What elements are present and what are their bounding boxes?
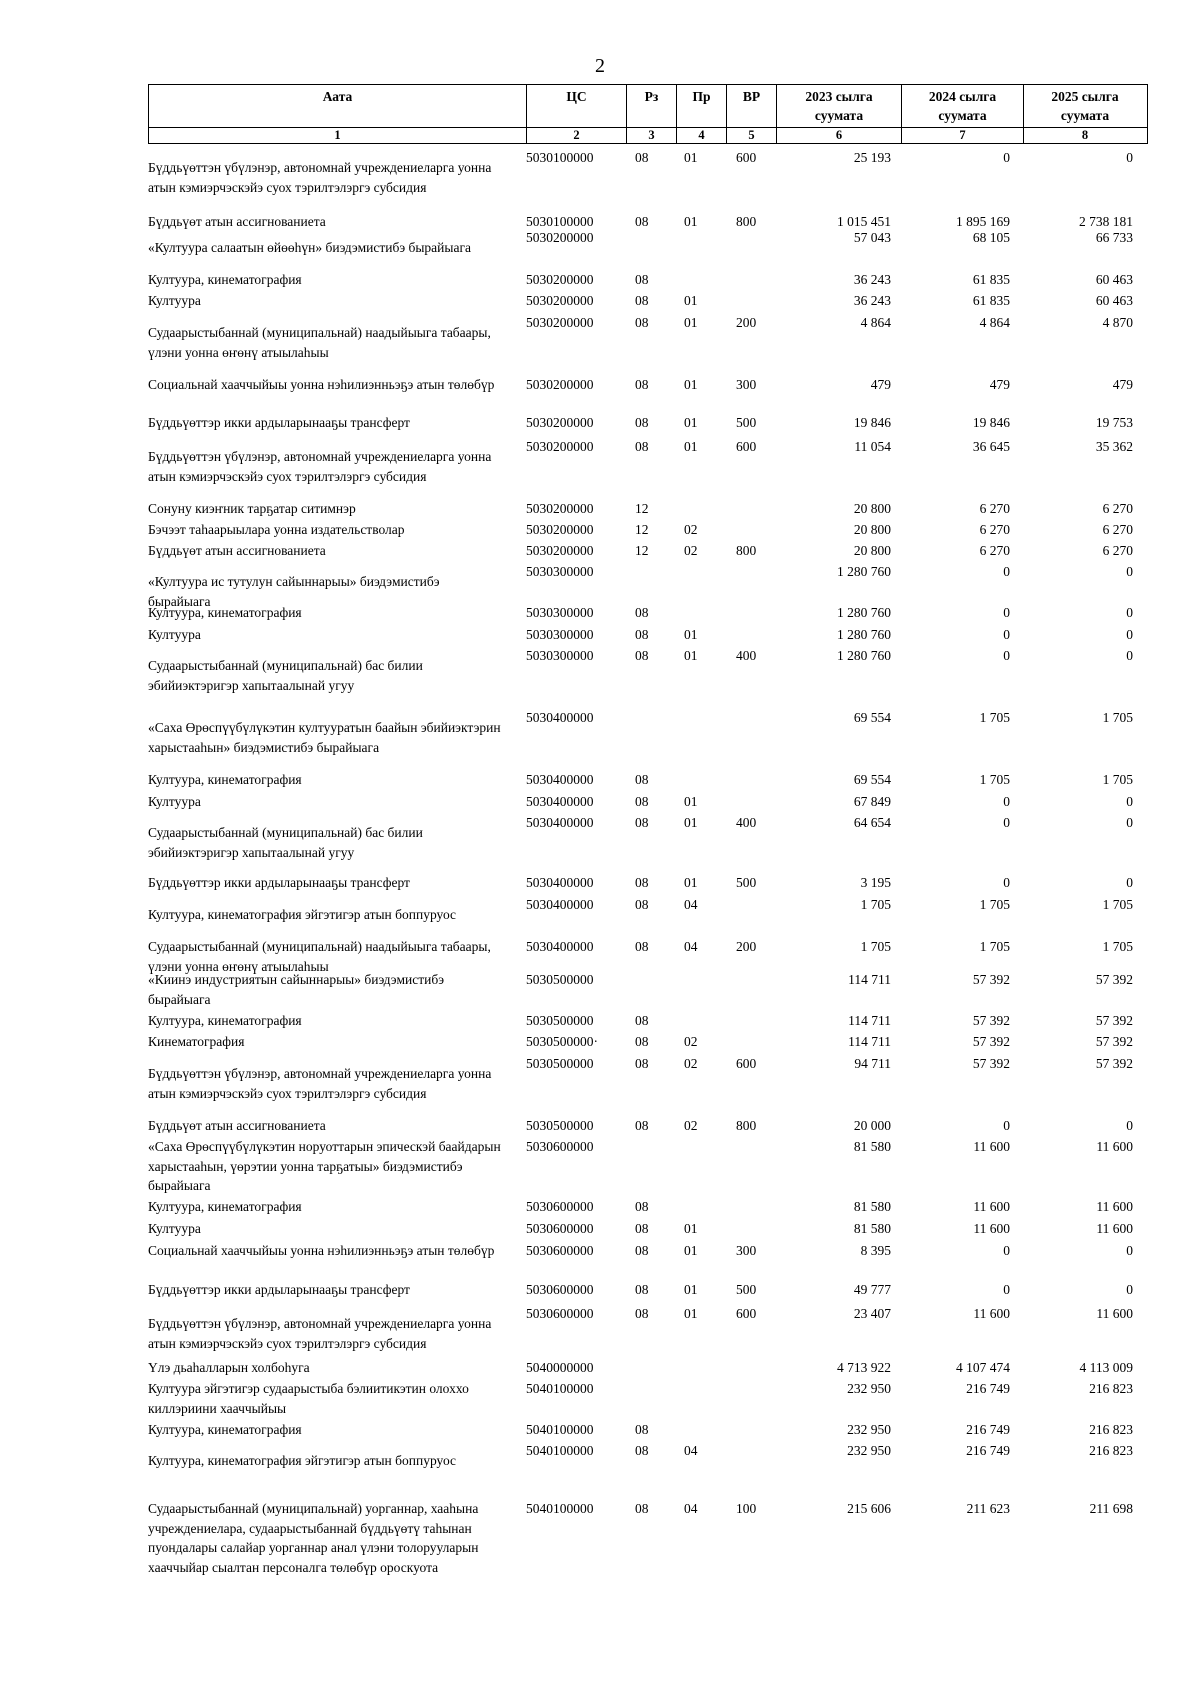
row-pr: 01 — [684, 815, 698, 830]
row-y2024: 57 392 — [972, 1056, 1010, 1071]
row-pr: 01 — [684, 1282, 698, 1297]
row-cs: 5030200000 — [526, 230, 594, 245]
row-cs: 5030600000 — [526, 1243, 594, 1258]
row-y2024: 36 645 — [972, 439, 1010, 454]
row-y2023: 3 195 — [860, 875, 891, 890]
column-number: 5 — [727, 128, 777, 143]
row-rz: 08 — [635, 1243, 649, 1258]
row-name: Бүддьүөт атын ассигнованиета — [148, 543, 326, 558]
row-y2024: 11 600 — [973, 1306, 1010, 1321]
row-y2025: 216 823 — [1089, 1422, 1133, 1437]
row-y2025: 0 — [1126, 1118, 1133, 1133]
row-name: Култуура — [148, 794, 201, 809]
row-name: Социальнай хааччыйыы уонна нэһилиэнньэҕэ атын төлөбүр — [148, 377, 495, 392]
row-name: Бүддьүөт атын ассигнованиета — [148, 214, 326, 229]
row-y2023: 4 713 922 — [837, 1360, 891, 1375]
row-pr: 01 — [684, 794, 698, 809]
row-name: Бүддьүөттэр икки ардыларынааҕы трансферт — [148, 1282, 410, 1297]
row-y2023: 1 705 — [860, 939, 891, 954]
row-name: Судаарыстыбаннай (муниципальнай) бас билии эбийиэктэригэр хапытаалынай угуу — [148, 658, 423, 693]
row-vr: 400 — [736, 648, 757, 663]
row-cs: 5030500000 — [526, 1056, 594, 1071]
row-y2024: 57 392 — [972, 1034, 1010, 1049]
row-y2025: 66 733 — [1095, 230, 1133, 245]
row-rz: 08 — [635, 627, 649, 642]
row-y2023: 81 580 — [853, 1221, 891, 1236]
row-y2024: 6 270 — [979, 501, 1010, 516]
row-rz: 08 — [635, 1199, 649, 1214]
row-y2024: 0 — [1003, 1118, 1010, 1133]
row-y2025: 11 600 — [1096, 1306, 1133, 1321]
row-name: Бүддьүөттэр икки ардыларынааҕы трансферт — [148, 875, 410, 890]
column-number: 1 — [149, 128, 527, 143]
row-y2024: 1 705 — [979, 710, 1010, 725]
row-y2025: 1 705 — [1102, 710, 1133, 725]
row-name: Култуура — [148, 627, 201, 642]
row-y2025: 11 600 — [1096, 1221, 1133, 1236]
row-y2023: 232 950 — [847, 1381, 891, 1396]
row-pr: 01 — [684, 439, 698, 454]
row-y2024: 216 749 — [966, 1422, 1010, 1437]
row-y2023: 114 711 — [848, 1013, 891, 1028]
row-y2023: 69 554 — [853, 772, 891, 787]
row-name: «Саха Өрөспүүбүлүкэтин култууратын баайын эбийиэктэрин харыстааһын» биэдэмистибэ бырайыага — [148, 720, 501, 755]
row-y2023: 69 554 — [853, 710, 891, 725]
row-name: Култуура эйгэтигэр судаарыстыба бэлиитикэтин олоххо киллэриини хааччыйыы — [148, 1381, 469, 1416]
row-cs: 5040100000 — [526, 1443, 594, 1458]
row-y2023: 67 849 — [853, 794, 891, 809]
row-name: «Култуура салаатын өйөөһүн» биэдэмистибэ бырайыага — [148, 240, 471, 255]
row-rz: 08 — [635, 1118, 649, 1133]
row-y2024: 0 — [1003, 605, 1010, 620]
row-y2023: 1 280 760 — [837, 648, 891, 663]
row-pr: 01 — [684, 377, 698, 392]
row-y2025: 0 — [1126, 648, 1133, 663]
row-y2024: 1 705 — [979, 939, 1010, 954]
row-pr: 04 — [684, 939, 698, 954]
row-cs: 5040000000 — [526, 1360, 594, 1375]
row-y2023: 20 800 — [853, 543, 891, 558]
row-vr: 600 — [736, 1306, 757, 1321]
row-rz: 08 — [635, 1443, 649, 1458]
row-cs: 5030400000 — [526, 772, 594, 787]
row-y2023: 94 711 — [854, 1056, 891, 1071]
row-name: Судаарыстыбаннай (муниципальнай) наадыйыыга табаары, үлэни уонна өҥөнү атыылаһыы — [148, 939, 491, 974]
row-y2025: 0 — [1126, 605, 1133, 620]
row-y2025: 57 392 — [1095, 1034, 1133, 1049]
row-cs: 5030400000 — [526, 897, 594, 912]
row-y2025: 4 870 — [1102, 315, 1133, 330]
row-y2024: 4 864 — [979, 315, 1010, 330]
row-y2024: 68 105 — [972, 230, 1010, 245]
row-cs: 5030100000 — [526, 150, 594, 165]
row-name: Бүддьүөттэн үбүлэнэр, автономнай учреждениеларга уонна атын кэмиэрчэскэйэ суох тэрилтэлэргэ субсидия — [148, 1066, 492, 1101]
row-cs: 5030500000 — [526, 1013, 594, 1028]
row-y2025: 57 392 — [1095, 1013, 1133, 1028]
row-rz: 08 — [635, 794, 649, 809]
row-y2023: 215 606 — [847, 1501, 891, 1516]
row-name: Култуура, кинематография — [148, 772, 302, 787]
row-y2025: 60 463 — [1095, 293, 1133, 308]
row-pr: 01 — [684, 627, 698, 642]
row-rz: 08 — [635, 1282, 649, 1297]
row-y2023: 49 777 — [853, 1282, 891, 1297]
row-name: Култуура, кинематография — [148, 1199, 302, 1214]
row-cs: 5030400000 — [526, 939, 594, 954]
row-y2025: 57 392 — [1095, 972, 1133, 987]
row-vr: 300 — [736, 1243, 757, 1258]
column-number: 2 — [527, 128, 627, 143]
row-y2023: 20 800 — [853, 501, 891, 516]
row-y2024: 19 846 — [972, 415, 1010, 430]
row-y2024: 61 835 — [972, 272, 1010, 287]
column-number: 8 — [1081, 128, 1089, 142]
row-y2025: 1 705 — [1102, 772, 1133, 787]
header-2024: 2024 сылга суумата — [902, 85, 1024, 142]
row-rz: 08 — [635, 605, 649, 620]
row-cs: 5030200000 — [526, 439, 594, 454]
row-vr: 600 — [736, 439, 757, 454]
row-y2025: 11 600 — [1096, 1199, 1133, 1214]
row-y2023: 64 654 — [853, 815, 891, 830]
row-name: «Култуура ис тутулун сайыннарыы» биэдэмистибэ бырайыага — [148, 574, 440, 609]
row-y2024: 6 270 — [979, 543, 1010, 558]
header-pr: Пр — [677, 85, 727, 142]
row-cs: 5030400000 — [526, 815, 594, 830]
row-rz: 08 — [635, 1056, 649, 1071]
row-y2024: 4 107 474 — [956, 1360, 1010, 1375]
row-y2023: 1 705 — [860, 897, 891, 912]
row-y2023: 1 280 760 — [837, 627, 891, 642]
row-y2025: 216 823 — [1089, 1443, 1133, 1458]
row-y2025: 6 270 — [1102, 522, 1133, 537]
row-y2024: 479 — [989, 377, 1010, 392]
row-cs: 5040100000 — [526, 1501, 594, 1516]
row-y2023: 114 711 — [848, 972, 891, 987]
row-cs: 5030400000 — [526, 794, 594, 809]
row-vr: 500 — [736, 415, 757, 430]
row-y2025: 19 753 — [1095, 415, 1133, 430]
row-y2025: 11 600 — [1096, 1139, 1133, 1154]
row-cs: 5040100000 — [526, 1381, 594, 1396]
row-pr: 01 — [684, 150, 698, 165]
row-y2025: 57 392 — [1095, 1056, 1133, 1071]
row-rz: 08 — [635, 315, 649, 330]
row-y2025: 479 — [1112, 377, 1133, 392]
row-y2025: 4 113 009 — [1079, 1360, 1133, 1375]
row-vr: 200 — [736, 939, 757, 954]
row-y2023: 23 407 — [853, 1306, 891, 1321]
row-rz: 08 — [635, 815, 649, 830]
row-y2025: 0 — [1126, 1282, 1133, 1297]
row-vr: 800 — [736, 543, 757, 558]
header-2023: 2023 сылга суумата — [777, 85, 902, 142]
row-y2024: 11 600 — [973, 1139, 1010, 1154]
row-y2024: 0 — [1003, 564, 1010, 579]
row-cs: 5030200000 — [526, 501, 594, 516]
row-y2024: 11 600 — [973, 1199, 1010, 1214]
row-cs: 5030600000 — [526, 1282, 594, 1297]
header-cs: ЦС — [527, 85, 627, 142]
row-cs: 5030300000 — [526, 605, 594, 620]
row-pr: 01 — [684, 1243, 698, 1258]
row-pr: 01 — [684, 315, 698, 330]
row-y2023: 479 — [870, 377, 891, 392]
row-y2024: 0 — [1003, 815, 1010, 830]
row-y2025: 2 738 181 — [1079, 214, 1133, 229]
row-y2023: 1 015 451 — [837, 214, 891, 229]
row-pr: 01 — [684, 875, 698, 890]
row-cs: 5030200000 — [526, 293, 594, 308]
row-name: Судаарыстыбаннай (муниципальнай) наадыйыыга табаары, үлэни уонна өҥөнү атыылаһыы — [148, 325, 491, 360]
row-y2025: 0 — [1126, 815, 1133, 830]
row-name: Бэчээт таһаарыылара уонна издательстволар — [148, 522, 405, 537]
row-cs: 5030100000 — [526, 214, 594, 229]
row-name: Култуура, кинематография — [148, 1422, 302, 1437]
row-rz: 12 — [635, 543, 649, 558]
header-name: Аата — [149, 85, 527, 142]
row-rz: 08 — [635, 939, 649, 954]
row-cs: 5030300000 — [526, 627, 594, 642]
table-header — [148, 84, 1148, 144]
row-cs: 5030500000 — [526, 972, 594, 987]
row-rz: 08 — [635, 377, 649, 392]
row-y2025: 0 — [1126, 1243, 1133, 1258]
row-name: Судаарыстыбаннай (муниципальнай) уорганнар, хааһына учреждениелара, судаарыстыбаннай бүддьүөтү таһынан пуондалары салайар уорганнар анал үлэни толорууларын хааччыйар сыалтан персоналга төлөбүр ороскуота — [148, 1501, 479, 1575]
row-name: Култуура, кинематография эйгэтигэр атын боппуруос — [148, 907, 457, 922]
row-rz: 08 — [635, 875, 649, 890]
row-pr: 02 — [684, 1034, 698, 1049]
row-y2024: 0 — [1003, 1282, 1010, 1297]
row-y2024: 216 749 — [966, 1381, 1010, 1396]
row-vr: 200 — [736, 315, 757, 330]
page-number: 2 — [595, 55, 605, 77]
row-y2025: 216 823 — [1089, 1381, 1133, 1396]
row-vr: 300 — [736, 377, 757, 392]
row-cs: 5030200000 — [526, 543, 594, 558]
row-rz: 08 — [635, 150, 649, 165]
row-y2023: 19 846 — [853, 415, 891, 430]
row-y2025: 0 — [1126, 794, 1133, 809]
row-rz: 08 — [635, 1306, 649, 1321]
row-y2023: 57 043 — [853, 230, 891, 245]
row-rz: 12 — [635, 501, 649, 516]
row-cs: 5030200000 — [526, 522, 594, 537]
row-cs: 5030500000· — [526, 1034, 598, 1049]
row-name: Кинематография — [148, 1034, 245, 1049]
row-name: «Киинэ индустриятын сайыннарыы» биэдэмистибэ бырайыага — [148, 972, 444, 1007]
row-y2024: 6 270 — [979, 522, 1010, 537]
row-y2024: 57 392 — [972, 1013, 1010, 1028]
row-pr: 04 — [684, 1443, 698, 1458]
row-y2025: 1 705 — [1102, 939, 1133, 954]
column-number: 6 — [777, 128, 902, 143]
row-name: «Саха Өрөспүүбүлүкэтин норуоттарын эпическэй баайдарын харыстааһын, үөрэтии уонна тарҕатыы» биэдэмистибэ бырайыага — [148, 1139, 501, 1193]
row-y2024: 57 392 — [972, 972, 1010, 987]
row-y2024: 1 705 — [979, 897, 1010, 912]
row-rz: 08 — [635, 1221, 649, 1236]
row-y2023: 20 000 — [853, 1118, 891, 1133]
row-cs: 5040100000 — [526, 1422, 594, 1437]
row-y2024: 0 — [1003, 150, 1010, 165]
row-rz: 08 — [635, 1034, 649, 1049]
row-y2023: 1 280 760 — [837, 605, 891, 620]
row-pr: 04 — [684, 1501, 698, 1516]
row-y2025: 6 270 — [1102, 501, 1133, 516]
row-name: Социальнай хааччыйыы уонна нэһилиэнньэҕэ атын төлөбүр — [148, 1243, 495, 1258]
row-rz: 08 — [635, 897, 649, 912]
row-cs: 5030500000 — [526, 1118, 594, 1133]
header-2025: 2025 сылга суумата — [1051, 89, 1119, 123]
row-name: Култуура — [148, 1221, 201, 1236]
row-y2025: 1 705 — [1102, 897, 1133, 912]
row-vr: 800 — [736, 1118, 757, 1133]
row-name: Сонуну киэҥник тарҕатар ситимнэр — [148, 501, 356, 516]
row-cs: 5030600000 — [526, 1306, 594, 1321]
row-vr: 600 — [736, 150, 757, 165]
row-name: Бүддьүөт атын ассигнованиета — [148, 1118, 326, 1133]
row-y2023: 81 580 — [853, 1199, 891, 1214]
row-vr: 100 — [736, 1501, 757, 1516]
row-rz: 08 — [635, 648, 649, 663]
row-rz: 08 — [635, 293, 649, 308]
row-y2024: 211 623 — [966, 1501, 1010, 1516]
row-y2025: 0 — [1126, 150, 1133, 165]
row-y2024: 1 705 — [979, 772, 1010, 787]
row-pr: 01 — [684, 293, 698, 308]
row-rz: 08 — [635, 439, 649, 454]
row-name: Бүддьүөттэн үбүлэнэр, автономнай учреждениеларга уонна атын кэмиэрчэскэйэ суох тэрилтэлэргэ субсидия — [148, 160, 492, 195]
row-rz: 08 — [635, 1013, 649, 1028]
row-y2023: 20 800 — [853, 522, 891, 537]
row-rz: 12 — [635, 522, 649, 537]
row-y2023: 8 395 — [860, 1243, 891, 1258]
row-y2023: 232 950 — [847, 1443, 891, 1458]
row-y2024: 11 600 — [973, 1221, 1010, 1236]
row-rz: 08 — [635, 214, 649, 229]
row-pr: 01 — [684, 214, 698, 229]
row-cs: 5030200000 — [526, 415, 594, 430]
row-name: Бүддьүөттэн үбүлэнэр, автономнай учреждениеларга уонна атын кэмиэрчэскэйэ суох тэрилтэлэргэ субсидия — [148, 1316, 492, 1351]
row-pr: 04 — [684, 897, 698, 912]
row-y2024: 0 — [1003, 627, 1010, 642]
row-y2025: 0 — [1126, 564, 1133, 579]
row-y2024: 0 — [1003, 648, 1010, 663]
row-cs: 5030200000 — [526, 377, 594, 392]
row-name: Бүддьүөттэн үбүлэнэр, автономнай учреждениеларга уонна атын кэмиэрчэскэйэ суох тэрилтэлэргэ субсидия — [148, 449, 492, 484]
row-name: Судаарыстыбаннай (муниципальнай) бас билии эбийиэктэригэр хапытаалынай угуу — [148, 825, 423, 860]
row-y2024: 61 835 — [972, 293, 1010, 308]
row-y2023: 114 711 — [848, 1034, 891, 1049]
row-y2024: 0 — [1003, 1243, 1010, 1258]
row-rz: 08 — [635, 772, 649, 787]
row-name: Култуура, кинематография — [148, 272, 302, 287]
column-number: 4 — [677, 128, 727, 143]
row-y2024: 0 — [1003, 875, 1010, 890]
header-vr: ВР — [727, 85, 777, 142]
row-vr: 500 — [736, 1282, 757, 1297]
row-y2024: 1 895 169 — [956, 214, 1010, 229]
row-y2023: 81 580 — [853, 1139, 891, 1154]
row-name: Бүддьүөттэр икки ардыларынааҕы трансферт — [148, 415, 410, 430]
row-y2025: 60 463 — [1095, 272, 1133, 287]
row-y2025: 0 — [1126, 627, 1133, 642]
row-name: Култуура — [148, 293, 201, 308]
row-y2023: 11 054 — [854, 439, 891, 454]
row-y2025: 211 698 — [1089, 1501, 1133, 1516]
row-y2025: 6 270 — [1102, 543, 1133, 558]
row-vr: 600 — [736, 1056, 757, 1071]
row-cs: 5030200000 — [526, 272, 594, 287]
row-y2023: 36 243 — [853, 272, 891, 287]
row-name: Култуура, кинематография — [148, 1013, 302, 1028]
row-rz: 08 — [635, 1501, 649, 1516]
row-pr: 01 — [684, 1221, 698, 1236]
row-y2025: 35 362 — [1095, 439, 1133, 454]
row-name: Үлэ дьаһалларын холбоһуга — [148, 1360, 310, 1375]
row-pr: 02 — [684, 543, 698, 558]
row-cs: 5030600000 — [526, 1199, 594, 1214]
row-y2023: 36 243 — [853, 293, 891, 308]
column-number: 3 — [627, 128, 677, 143]
row-y2025: 0 — [1126, 875, 1133, 890]
row-name: Култуура, кинематография эйгэтигэр атын боппуруос — [148, 1453, 457, 1468]
row-cs: 5030400000 — [526, 710, 594, 725]
row-rz: 08 — [635, 1422, 649, 1437]
row-name: Култуура, кинематография — [148, 605, 302, 620]
header-rz: Рз — [627, 85, 677, 142]
row-pr: 01 — [684, 1306, 698, 1321]
row-y2024: 216 749 — [966, 1443, 1010, 1458]
row-cs: 5030400000 — [526, 875, 594, 890]
row-pr: 02 — [684, 1118, 698, 1133]
row-rz: 08 — [635, 272, 649, 287]
row-y2023: 4 864 — [860, 315, 891, 330]
row-vr: 400 — [736, 815, 757, 830]
row-y2023: 1 280 760 — [837, 564, 891, 579]
row-cs: 5030600000 — [526, 1221, 594, 1236]
row-cs: 5030600000 — [526, 1139, 594, 1154]
row-y2024: 0 — [1003, 794, 1010, 809]
row-vr: 500 — [736, 875, 757, 890]
row-vr: 800 — [736, 214, 757, 229]
row-cs: 5030200000 — [526, 315, 594, 330]
row-cs: 5030300000 — [526, 564, 594, 579]
column-number: 7 — [902, 128, 1024, 143]
row-pr: 01 — [684, 648, 698, 663]
row-y2023: 232 950 — [847, 1422, 891, 1437]
row-pr: 02 — [684, 522, 698, 537]
row-cs: 5030300000 — [526, 648, 594, 663]
column-number-row — [149, 127, 1147, 143]
row-rz: 08 — [635, 415, 649, 430]
row-pr: 02 — [684, 1056, 698, 1071]
row-pr: 01 — [684, 415, 698, 430]
row-y2023: 25 193 — [853, 150, 891, 165]
